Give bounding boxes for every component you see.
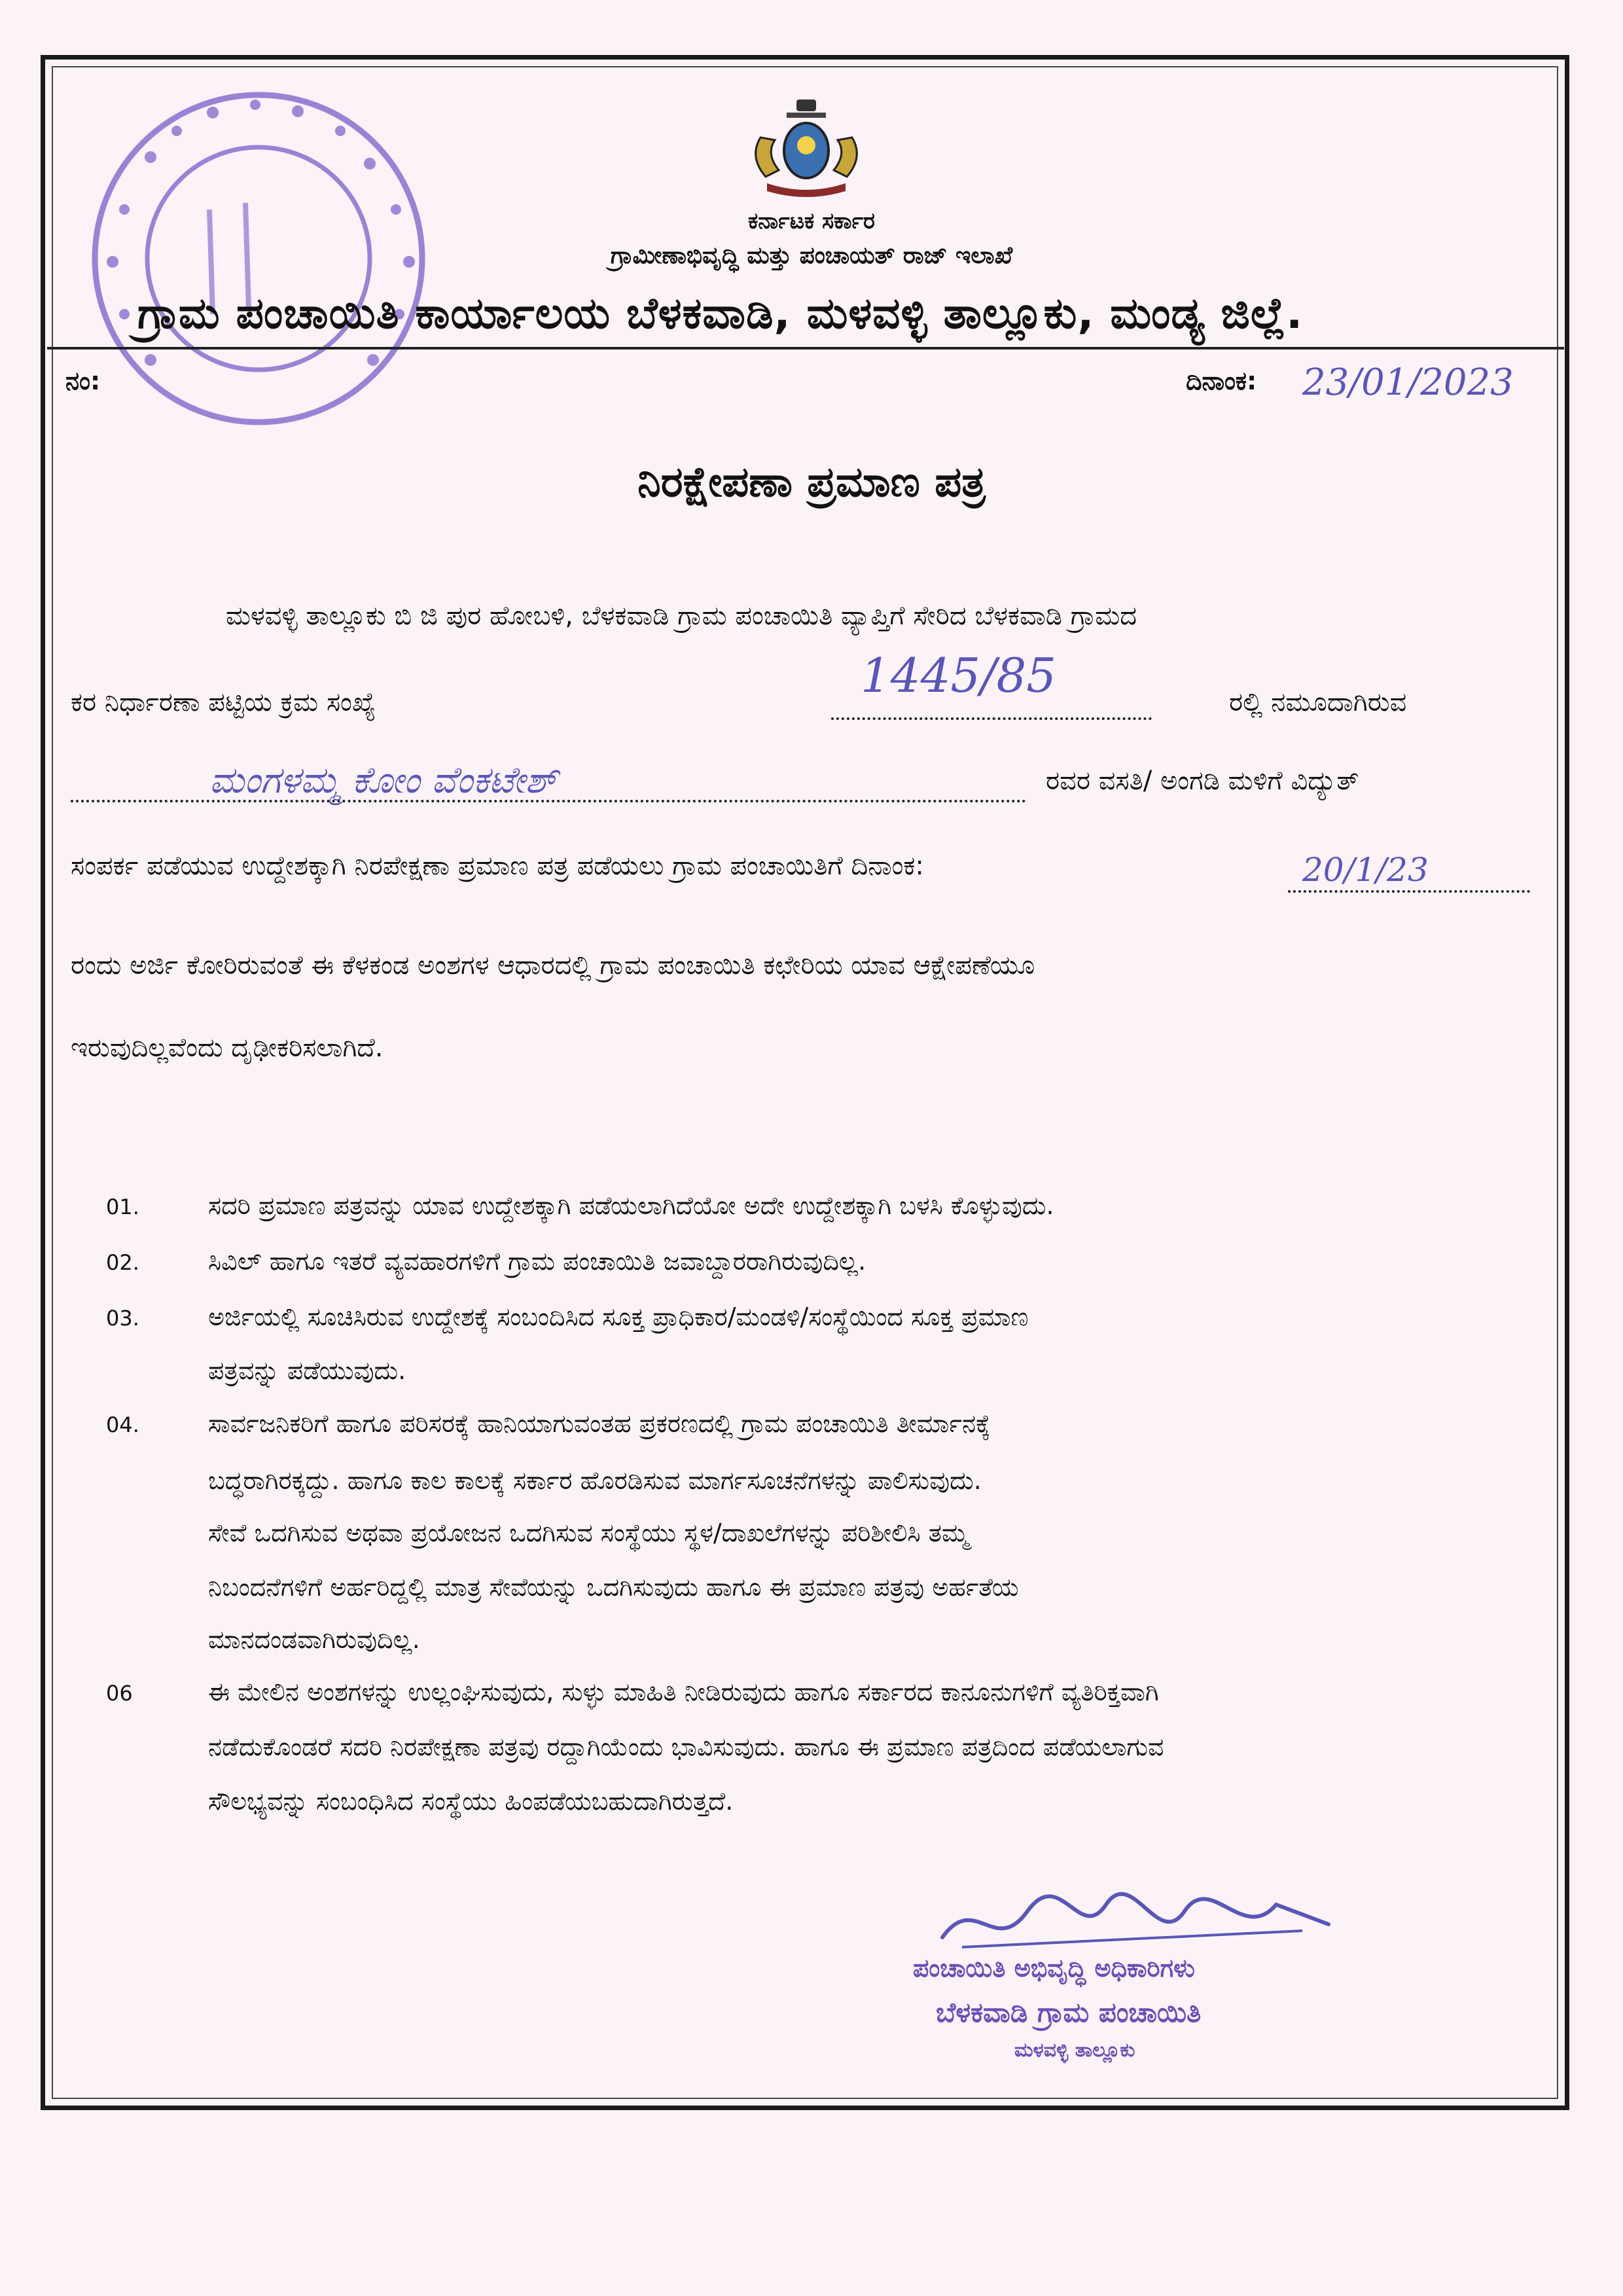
condition-line: ನಡೆದುಕೊಂಡರೆ ಸದರಿ ನಿರಪೇಕ್ಷಣಾ ಪತ್ರವು ರದ್ದಾಗಿಯೆಂದು ಭಾವಿಸುವುದು. ಹಾಗೂ ಈ ಪ್ರಮಾಣ ಪತ್ರದಿಂದ ಪಡೆಯಲಾಗುವ [208, 1732, 1164, 1761]
office-name: ಗ್ರಾಮ ಪಂಚಾಯಿತಿ ಕಾರ್ಯಾಲಯ ಬೆಳಕವಾಡಿ, ಮಳವಳ್ಳಿ ತಾಲ್ಲೂಕು, ಮಂಡ್ಯ ಜಿಲ್ಲೆ. [137, 288, 1304, 338]
condition-line: ಸೇವೆ ಒದಗಿಸುವ ಅಥವಾ ಪ್ರಯೋಜನ ಒದಗಿಸುವ ಸಂಸ್ಥೆಯು ಸ್ಥಳ/ದಾಖಲೆಗಳನ್ನು ಪರಿಶೀಲಿಸಿ ತಮ್ಮ [208, 1518, 969, 1547]
body-line-2-left: ಕರ ನಿರ್ಧಾರಣಾ ಪಟ್ಟಿಯ ಕ್ರಮ ಸಂಖ್ಯೆ [71, 687, 376, 717]
condition-number: 01. [106, 1194, 139, 1219]
condition-number: 04. [106, 1412, 139, 1437]
condition-line: ಪತ್ರವನ್ನು ಪಡೆಯುವುದು. [208, 1356, 406, 1385]
department-name: ಗ್ರಾಮೀಣಾಭಿವೃದ್ಧಿ ಮತ್ತು ಪಂಚಾಯತ್ ರಾಜ್ ಇಲಾಖೆ [610, 242, 1013, 269]
condition-number: 06 [106, 1681, 133, 1706]
certificate-title: ನಿರಕ್ಷೇಪಣಾ ಪ್ರಮಾಣ ಪತ್ರ [637, 458, 986, 507]
request-date-field [1288, 890, 1530, 893]
officer-seal-line-1: ಪಂಚಾಯಿತಿ ಅಭಿವೃದ್ಧಿ ಅಧಿಕಾರಿಗಳು [913, 1954, 1195, 1982]
condition-line: ಸದರಿ ಪ್ರಮಾಣ ಪತ್ರವನ್ನು ಯಾವ ಉದ್ದೇಶಕ್ಕಾಗಿ ಪಡೆಯಲಾಗಿದೆಯೋ ಅದೇ ಉದ್ದೇಶಕ್ಕಾಗಿ ಬಳಸಿ ಕೊಳ್ಳುವುದು. [208, 1191, 1054, 1220]
condition-line: ಸೌಲಭ್ಯವನ್ನು ಸಂಬಂಧಿಸಿದ ಸಂಸ್ಥೆಯು ಹಿಂಪಡೆಯಬಹುದಾಗಿರುತ್ತದೆ. [208, 1787, 734, 1816]
condition-line: ಮಾನದಂಡವಾಗಿರುವುದಿಲ್ಲ. [208, 1625, 420, 1654]
officer-seal-line-3: ಮಳವಳ್ಳಿ ತಾಲ್ಲೂಕು [1014, 2039, 1135, 2062]
body-line-6: ಇರುವುದಿಲ್ಲವೆಂದು ದೃಢೀಕರಿಸಲಾಗಿದೆ. [71, 1033, 383, 1063]
request-date-value: 20/1/23 [1302, 851, 1429, 889]
condition-line: ಸಿವಿಲ್ ಹಾಗೂ ಇತರೆ ವ್ಯವಹಾರಗಳಿಗೆ ಗ್ರಾಮ ಪಂಚಾಯಿತಿ ಜವಾಬ್ದಾರರಾಗಿರುವುದಿಲ್ಲ. [208, 1247, 866, 1276]
applicant-name-value: ಮಂಗಳಮ್ಮ ಕೋಂ ವೆಂಕಟೇಶ್ [209, 759, 558, 802]
karnataka-emblem-icon [741, 98, 872, 203]
condition-line: ನಿಬಂದನೆಗಳಿಗೆ ಅರ್ಹರಿದ್ದಲ್ಲಿ ಮಾತ್ರ ಸೇವೆಯನ್ನು ಒದಗಿಸುವುದು ಹಾಗೂ ಈ ಪ್ರಮಾಣ ಪತ್ರವು ಅರ್ಹತೆಯ [208, 1573, 1019, 1602]
serial-number-value: 1445/85 [861, 648, 1057, 703]
condition-line: ಈ ಮೇಲಿನ ಅಂಶಗಳನ್ನು ಉಲ್ಲಂಘಿಸುವುದು, ಸುಳ್ಳು ಮಾಹಿತಿ ನೀಡಿರುವುದು ಹಾಗೂ ಸರ್ಕಾರದ ಕಾನೂನುಗಳಿಗೆ ವ್ಯತಿರಿಕ್ತವಾಗಿ [208, 1677, 1159, 1706]
body-line-5: ರಂದು ಅರ್ಜಿ ಕೋರಿರುವಂತೆ ಈ ಕೆಳಕಂಡ ಅಂಶಗಳ ಆಧಾರದಲ್ಲಿ ಗ್ರಾಮ ಪಂಚಾಯಿತಿ ಕಛೇರಿಯ ಯಾವ ಆಕ್ಷೇಪಣೆಯೂ [71, 950, 1035, 980]
officer-seal-line-2: ಬೆಳಕವಾಡಿ ಗ್ರಾಮ ಪಂಚಾಯಿತಿ [936, 1996, 1202, 2028]
condition-number: 03. [106, 1306, 139, 1331]
signature-icon [936, 1885, 1355, 1964]
issue-date-value: 23/01/2023 [1302, 361, 1514, 404]
condition-number: 02. [106, 1250, 139, 1275]
condition-line: ಬದ್ಧರಾಗಿರಕ್ಕದ್ದು. ಹಾಗೂ ಕಾಲ ಕಾಲಕ್ಕೆ ಸರ್ಕಾರ ಹೊರಡಿಸುವ ಮಾರ್ಗಸೂಚನೆಗಳನ್ನು ಪಾಲಿಸುವುದು. [208, 1466, 982, 1495]
government-name: ಕರ್ನಾಟಕ ಸರ್ಕಾರ [747, 208, 876, 234]
date-label: ದಿನಾಂಕ: [1186, 367, 1257, 395]
condition-line: ಸಾರ್ವಜನಿಕರಿಗೆ ಹಾಗೂ ಪರಿಸರಕ್ಕೆ ಹಾನಿಯಾಗುವಂತಹ ಪ್ರಕರಣದಲ್ಲಿ ಗ್ರಾಮ ಪಂಚಾಯಿತಿ ತೀರ್ಮಾನಕ್ಕೆ [208, 1409, 991, 1438]
body-line-4: ಸಂಪರ್ಕ ಪಡೆಯುವ ಉದ್ದೇಶಕ್ಕಾಗಿ ನಿರಪೇಕ್ಷಣಾ ಪ್ರಮಾಣ ಪತ್ರ ಪಡೆಯಲು ಗ್ರಾಮ ಪಂಚಾಯಿತಿಗೆ ದಿನಾಂಕ: [71, 851, 924, 881]
reference-number-label: ನಂ: [65, 367, 101, 395]
condition-line: ಅರ್ಜಿಯಲ್ಲಿ ಸೂಚಿಸಿರುವ ಉದ್ದೇಶಕ್ಕೆ ಸಂಬಂದಿಸಿದ ಸೂಕ್ತ ಪ್ರಾಧಿಕಾರ/ಮಂಡಳಿ/ಸಂಸ್ಥೆಯಿಂದ ಸೂಕ್ತ ಪ್ರಮಾಣ [208, 1302, 1029, 1331]
body-line-1: ಮಳವಳ್ಳಿ ತಾಲ್ಲೂಕು ಬಿ ಜಿ ಪುರ ಹೋಬಳಿ, ಬೆಳಕವಾಡಿ ಗ್ರಾಮ ಪಂಚಾಯಿತಿ ವ್ಯಾಪ್ತಿಗೆ ಸೇರಿದ ಬೆಳಕವಾಡಿ ಗ್ರಾಮದ [226, 601, 1137, 631]
body-line-2-right: ರಲ್ಲಿ ನಮೂದಾಗಿರುವ [1229, 687, 1407, 717]
serial-number-field [831, 717, 1152, 720]
header-divider [47, 347, 1564, 350]
body-line-3: ರವರ ವಸತಿ/ ಅಂಗಡಿ ಮಳಿಗೆ ವಿದ್ಯುತ್ [1046, 766, 1359, 796]
